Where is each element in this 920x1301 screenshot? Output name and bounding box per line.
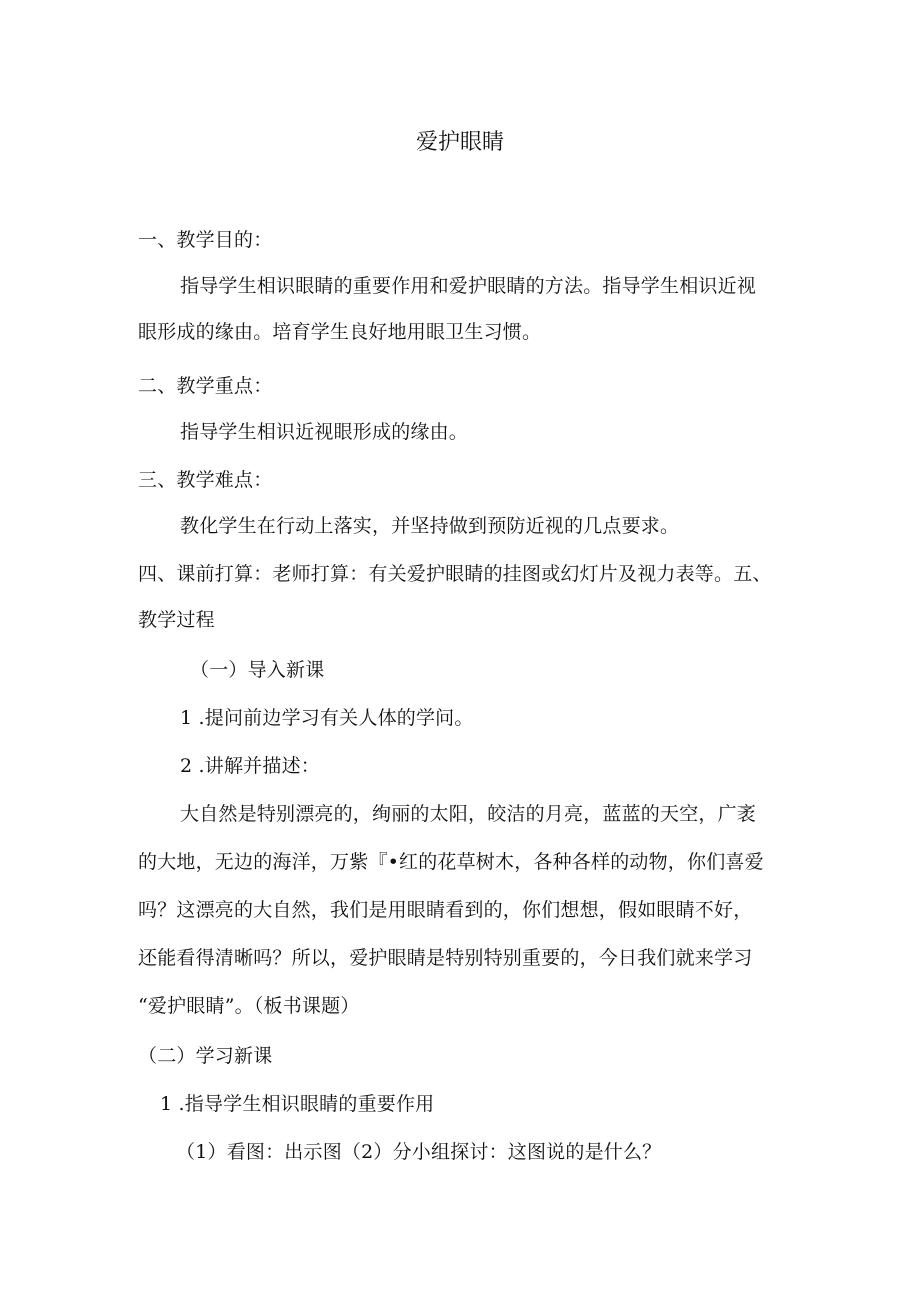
paragraph-line: 吗？这漂亮的大自然，我们是用眼睛看到的，你们想想，假如眼睛不好， (138, 899, 753, 921)
section-heading-objectives: 一、教学目的： (138, 229, 273, 251)
paragraph-line: 的大地，无边的海洋，万紫『•红的花草树木，各种各样的动物，你们喜爱 (138, 851, 764, 873)
paragraph-line: 指导学生相识眼睛的重要作用和爱护眼睛的方法。指导学生相识近视 (180, 275, 757, 297)
list-item: 2 .讲解并描述： (180, 755, 320, 777)
list-item: 1 .提问前边学习有关人体的学问。 (180, 707, 474, 729)
paragraph-line: 还能看得清晰吗？所以，爱护眼睛是特别特别重要的，今日我们就来学习 (138, 947, 753, 969)
section-heading-key-points: 二、教学重点： (138, 375, 273, 397)
paragraph-line: 眼形成的缘由。培育学生良好地用眼卫生习惯。 (138, 321, 542, 343)
paragraph-line: 指导学生相识近视眼形成的缘由。 (180, 421, 469, 443)
section-heading-preparation: 四、课前打算：老师打算：有关爱护眼睛的挂图或幻灯片及视力表等。五、 (138, 563, 772, 585)
paragraph-line: 大自然是特别漂亮的，绚丽的太阳，皎洁的月亮，蓝蓝的天空，广袤 (180, 803, 757, 825)
list-item: （1）看图：出示图（2）分小组探讨：这图说的是什么？ (176, 1141, 662, 1163)
subsection-heading-intro: （一）导入新课 (190, 659, 325, 681)
paragraph-line: 教学过程 (138, 609, 215, 631)
paragraph-line: 教化学生在行动上落实，并坚持做到预防近视的几点要求。 (180, 515, 680, 537)
paragraph-line: “爱护眼睛”。（板书课题） (138, 995, 360, 1017)
list-item: 1 .指导学生相识眼睛的重要作用 (160, 1093, 435, 1115)
document-title: 爱护眼睛 (415, 130, 504, 155)
section-heading-difficulties: 三、教学难点： (138, 469, 273, 491)
subsection-heading-new-lesson: （二）学习新课 (138, 1045, 273, 1067)
